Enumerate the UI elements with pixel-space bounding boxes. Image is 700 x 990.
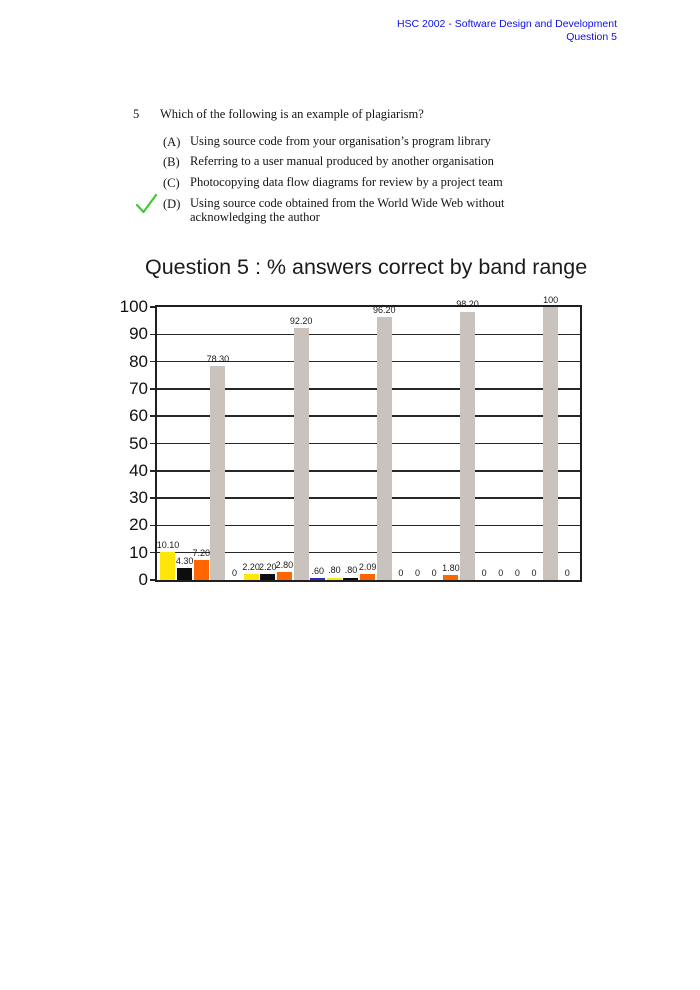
bar-value-label: 0 [415,567,421,578]
bar-value-label: 92.20 [289,315,313,326]
y-axis-label: 60 [129,406,148,426]
bar-value-label: 0 [431,567,437,578]
y-axis-tick [150,579,155,581]
question-text: Which of the following is an example of plagiarism? [160,107,424,121]
option-b [163,155,580,170]
bar-black [177,568,192,580]
y-axis-label: 70 [129,378,148,398]
y-axis-label: 20 [129,515,148,535]
correct-answer-checkmark-icon [135,192,158,215]
option-a-label: (A) [163,135,181,149]
bar-value-label: .80 [344,565,358,576]
bar-yellow [327,578,342,580]
y-axis-tick [150,334,155,336]
bar-value-label: 2.09 [358,561,377,572]
bar-blue [310,578,325,580]
y-axis-label: 40 [129,460,148,480]
bar-value-label: 0 [514,567,520,578]
y-axis-tick [150,361,155,363]
page-header [397,18,617,44]
option-d-label: (D) [163,197,181,211]
header-question-number: Question 5 [566,31,617,43]
bar-gray [460,312,475,580]
bar-value-label: 0 [398,567,404,578]
bar-value-label: 2.20 [242,561,260,572]
bar-value-label: 0 [498,567,504,578]
y-axis-label: 80 [129,351,148,371]
y-axis-label: 0 [138,570,148,589]
option-d [163,197,580,224]
y-axis-tick [150,388,155,390]
bar-value-label: 0 [564,567,570,578]
y-axis-tick [150,470,155,472]
question-number: 5 [133,107,140,121]
bar-value-label: 10.10 [156,539,180,550]
option-b-label: (B) [163,155,180,169]
y-axis-tick [150,497,155,499]
y-axis-label: 10 [129,542,148,562]
bar-value-label: 0 [232,567,238,578]
option-c-text: Photocopying data flow diagrams for review by a project team [190,175,503,189]
option-a-text: Using source code from your organisation’s program library [190,134,491,148]
bar-value-label: 7.20 [192,547,210,558]
gridline [157,334,580,336]
bar-gray [294,328,309,580]
y-axis-tick [150,415,155,417]
bar-value-label: .60 [311,565,324,576]
bar-value-label: 2.20 [259,561,277,572]
y-axis-tick [150,552,155,554]
chart-title: Question 5 : % answers correct by band range [145,255,588,279]
bar-gray [543,307,558,580]
y-axis-label: 90 [129,324,148,344]
option-c [163,176,580,191]
bar-value-label: 78.30 [206,353,230,364]
plot-area [119,294,582,589]
bar-value-label: 2.80 [275,559,294,570]
y-axis-tick [150,306,155,308]
y-axis-label: 100 [119,297,148,316]
y-axis-tick [150,525,155,527]
bar-value-label: 1.80 [442,562,460,573]
bar-value-label: 96.20 [373,304,396,315]
bar-black [343,578,358,580]
bar-value-label: 0 [481,567,487,578]
bar-value-label: 0 [531,567,537,578]
option-b-text: Referring to a user manual produced by another organisation [190,154,494,168]
bar-value-label: 98.20 [456,299,479,310]
bar-value-label: 100 [543,294,559,305]
bar-value-label: 4.30 [175,555,194,566]
y-axis-label: 30 [129,488,148,508]
option-a [163,135,580,150]
y-axis-tick [150,443,155,445]
header-course-title: HSC 2002 - Software Design and Development [396,18,617,30]
option-d-text: Using source code obtained from the World Wide Web without acknowledging the author [190,196,505,224]
option-c-label: (C) [163,176,180,190]
bar-value-label: .80 [328,565,341,576]
y-axis-label: 50 [129,433,148,453]
bar-gray [377,317,392,580]
